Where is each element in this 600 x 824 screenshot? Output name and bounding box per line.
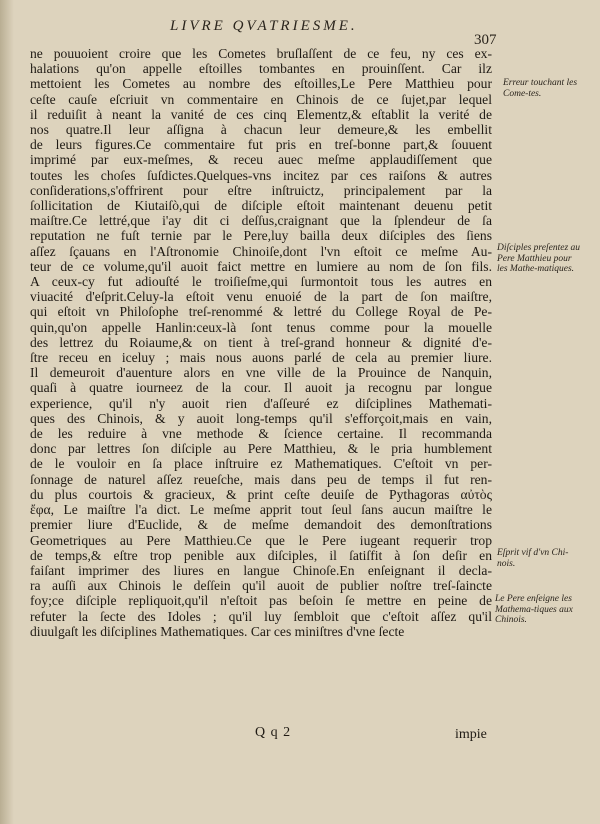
text-line: toutes les choſes ſuſdictes.Quelques-vns incitez par ces raiſons & autres	[30, 167, 492, 183]
running-title: LIVRE QVATRIESME.	[170, 18, 358, 34]
text-line: conſiderations,s'offrirent pour eſtre inſtruictz, principalement par la	[30, 182, 492, 198]
text-line: viuacité d'eſprit.Celuy-la eſtoit venu enuoié de la part de ſon maiſtre,	[30, 289, 492, 305]
text-line: imprimé par eux-meſmes, & receu auec meſme applaudiſſement que	[30, 152, 492, 168]
text-line: ra auſſi aux Chinois le deſſein qu'il auoit de publier noſtre treſ-ſaincte	[30, 578, 492, 594]
text-line: des lettrez du Roiaume,& on tient à treſ-grand honneur & dignité d'e-	[30, 334, 492, 350]
text-line: du plus courtois & gracieux, & print ceſte deuiſe de Pythagoras αὐτὸς	[30, 486, 492, 502]
text-line: Il demeuroit d'auenture alors en vne ville de la Prouince de Nanquin,	[30, 365, 492, 381]
marginal-note: Erreur touchant les Come-tes.	[503, 78, 578, 99]
text-line: foy;ce diſciple repliquoit,qu'il n'eſtoit pas beſoin ſe mettre en peine de	[30, 593, 492, 609]
body-text	[30, 46, 492, 639]
text-line: ἔφα, Le maiſtre l'a dict. Le meſme apprit tout ſeul ſans aucun maiſtre le	[30, 502, 492, 518]
text-line: refuter la ſecte des Idoles ; qu'il luy ſembloit que c'eſtoit aſſez qu'il	[30, 608, 492, 624]
page-number: 307	[474, 32, 497, 48]
text-line: teur de ce volume,qu'il auoit faict mettre en lumiere au nom de ſon fils.	[30, 258, 492, 274]
text-line: premier liure d'Euclide, & de meſme demandoit des demonſtrations	[30, 517, 492, 533]
text-line: nos quatre.Il leur aſſigna à chacun leur demeure,& les embellit	[30, 122, 492, 138]
text-line: ſollicitation de Kiutaiſò,qui de diſciple eſtoit maintenant deuenu petit	[30, 198, 492, 214]
text-line: aſſez ſçauans en l'Aſtronomie Chinoiſe,dont l'vn eſtoit ce meſme Au-	[30, 243, 492, 259]
text-line: donc par lettres ſon diſciple au Pere Matthieu, & le pria humblement	[30, 441, 492, 457]
text-line: de temps,& eſtre trop penible aux diſciples, il ſatiſfit à ſon deſir en	[30, 547, 492, 563]
signature-mark: Q q 2	[255, 725, 292, 740]
text-line: ne pouuoient croire que les Cometes bruſlaſſent de ce feu, ny ces ex-	[30, 46, 492, 61]
text-line: faiſant imprimer des liures en langue Chinoſe.En enſeignant il decla-	[30, 562, 492, 578]
text-line: de leurs figures.Ce commentaire fut pris en treſ-bonne part,& ſouuent	[30, 137, 492, 153]
text-line: ſonnage de naturel aſſez reueſche, mais dans peu de temps il fut ren-	[30, 471, 492, 487]
text-line: reputation ne fuſt ternie par le Pere,luy bailla deux diſciples des ſiens	[30, 228, 492, 244]
catchword: impie	[455, 727, 487, 742]
text-line: maiſtre.Ce lettré,que i'ay dit ci deſſus,craignant que la ſplendeur de ſa	[30, 213, 492, 229]
marginal-note: Le Pere enſeigne les Mathema-tiques aux Chinois.	[495, 594, 573, 625]
text-line: diuulgaſt les diſciplines Mathematiques. Car ces miniſtres d'vne ſecte	[30, 623, 405, 639]
marginal-note: Eſprit vif d'vn Chi-nois.	[497, 548, 569, 569]
text-line: il reduiſit à neant la vanité de ces cinq Elementz,& eſtablit la verité de	[30, 106, 492, 122]
text-line: de le vouloir en ſa place inſtruire ez Mathematiques. C'eſtoit vn per-	[30, 456, 492, 472]
text-line: halations qu'on appelle eſtoilles tombantes en prouinſſent. Car ilz	[30, 61, 492, 77]
text-line: ques des Chinois, & y auoit long-temps qu'il s'efforçoit,mais en vain,	[30, 410, 492, 426]
text-line: qui eſtoit vn Philoſophe treſ-renommé & lettré du College Royal de Pe-	[30, 304, 492, 320]
text-line: de les reduire à vne methode & ſcience certaine. Il recommanda	[30, 426, 492, 442]
marginal-note: Diſciples preſentez au Pere Matthieu pour les Mathe-matiques.	[497, 243, 581, 274]
text-line: quaſi à quatre iourneez de la cour. Il auoit ja recognu par longue	[30, 380, 492, 396]
text-line: experience, qu'il n'y auoit rien d'aſſeuré ez diſciplines Mathemati-	[30, 395, 492, 411]
text-line: ceſte cauſe eſcriuit vn commentaire en Chinois de ce ſujet,par lequel	[30, 91, 492, 107]
text-line: Geometriques au Pere Matthieu.Ce que le Pere iugeant requerir trop	[30, 532, 492, 548]
text-line: ſtre receu en iceluy ; mais nous auons parlé de cela au premier liure.	[30, 350, 492, 366]
text-line: mettoient les Cometes au nombre des eſtoilles,Le Pere Matthieu pour	[30, 76, 492, 92]
text-line: A ceux-cy fut adiouſté le troiſieſme,qui ſurmontoit tous les autres en	[30, 274, 492, 290]
text-line: quin,qu'on appelle Hanlin:ceux-là ſont tenus comme pour la mouelle	[30, 319, 492, 335]
